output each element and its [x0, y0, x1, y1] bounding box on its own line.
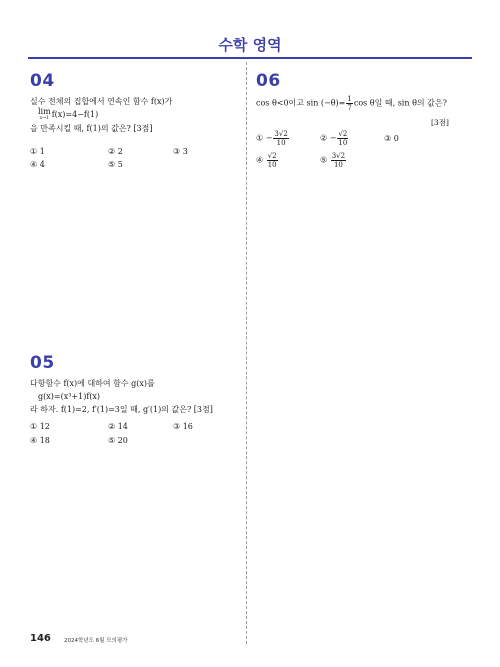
choice-2[interactable]: ② 14 — [108, 422, 128, 431]
choice-2[interactable]: ② 2 — [108, 147, 123, 156]
column-divider — [246, 62, 247, 644]
stem-fraction: $\frac{1}{7}$ — [347, 95, 352, 112]
question-04-number: 04 — [30, 71, 55, 91]
limit-operator: lim x→1 — [38, 107, 51, 121]
title-rule — [28, 57, 472, 59]
section-title: 수학 영역 — [218, 36, 282, 54]
question-05-number: 05 — [30, 353, 55, 373]
choice-4[interactable]: ④ 4 — [30, 160, 45, 169]
choice-1[interactable]: ① 12 — [30, 422, 50, 431]
choice-3[interactable]: ③ 16 — [173, 422, 193, 431]
question-06-body — [256, 95, 447, 112]
limit-expression: f(x)=4−f(1) — [51, 110, 99, 119]
choice-2[interactable]: ② − $\frac{√2}{10}$ — [320, 130, 348, 147]
question-06-stem — [256, 95, 447, 112]
choice-3[interactable]: ③ 3 — [173, 147, 188, 156]
stem-post: cos θ일 때, sin θ의 값은? — [353, 98, 447, 108]
question-05-line1: 다항함수 f(x)에 대하여 함수 g(x)를 — [30, 379, 155, 388]
choice-5[interactable]: ⑤ 20 — [108, 436, 128, 445]
choice-5[interactable]: ⑤ 5 — [108, 160, 123, 169]
choice-5[interactable]: ⑤ $\frac{3√2}{10}$ — [320, 152, 346, 169]
choice-4[interactable]: ④ $\frac{√2}{10}$ — [256, 152, 277, 169]
question-06-number: 06 — [256, 71, 281, 91]
question-04-line1: 실수 전체의 집합에서 연속인 함수 f(x)가 — [30, 97, 173, 106]
question-05-line3: 라 하자. f(1)=2, f′(1)=3일 때, g′(1)의 값은? [3점] — [30, 405, 213, 414]
choice-1[interactable]: ① 1 — [30, 147, 45, 156]
question-04-line3: 을 만족시킬 때, f(1)의 값은? [3점] — [30, 124, 153, 133]
question-05-body — [30, 377, 213, 416]
stem-pre: cos θ<0이고 sin (−θ)= — [256, 98, 346, 108]
choice-4[interactable]: ④ 18 — [30, 436, 50, 445]
choice-1[interactable]: ① − $\frac{3√2}{10}$ — [256, 130, 288, 147]
choice-3[interactable]: ③ 0 — [384, 134, 399, 143]
question-04-body — [30, 95, 172, 135]
exam-name: 2024학년도 6월 모의평가 — [64, 638, 128, 644]
question-06-points: [3점] — [431, 118, 449, 127]
page-number: 146 — [30, 633, 51, 644]
question-05-line2: g(x)=(x³+1)f(x) — [38, 392, 101, 401]
question-04-limit-line — [30, 108, 172, 122]
